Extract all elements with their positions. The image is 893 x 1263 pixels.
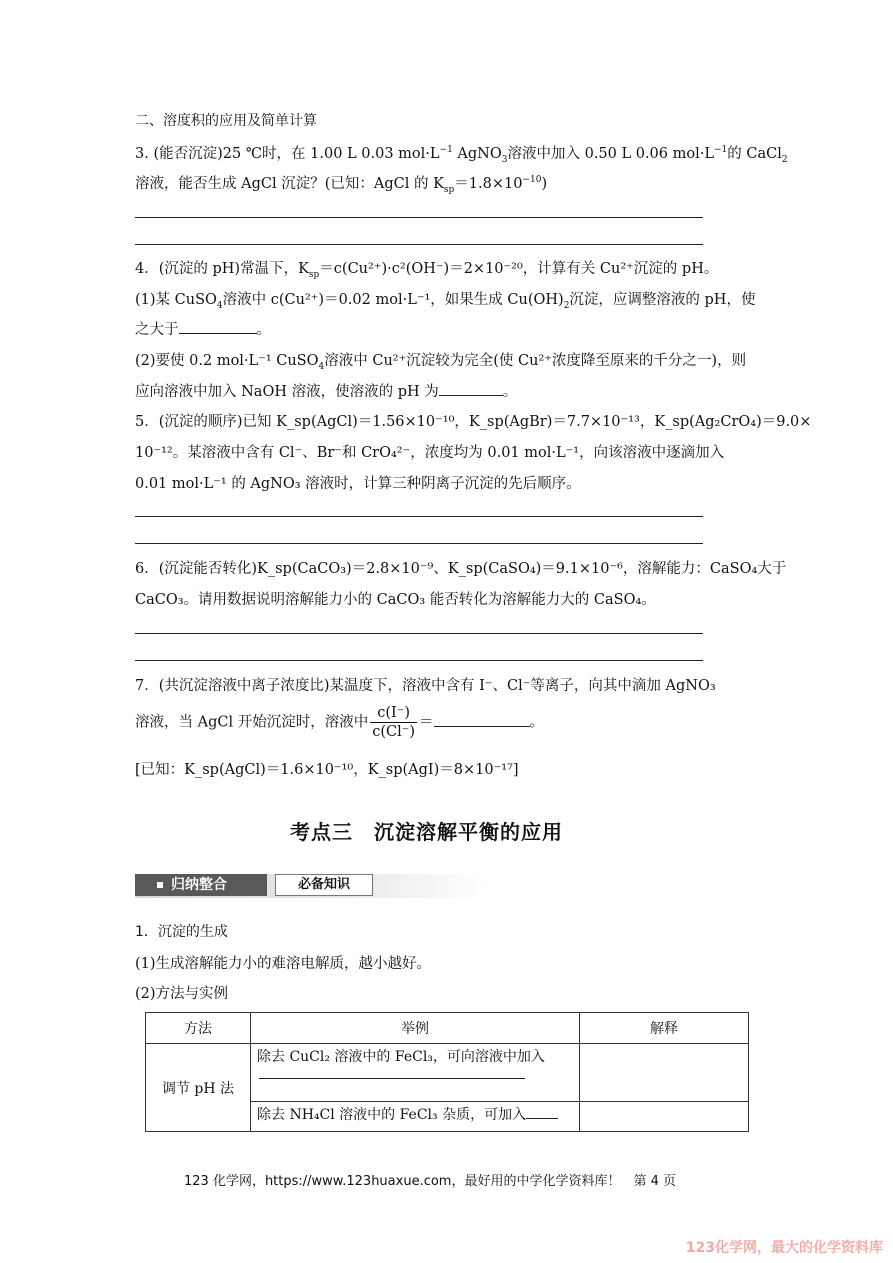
question-3-line-1: 3. (能否沉淀)25 ℃时，在 1.00 L 0.03 $mol\cdot L^{-1}$ AgNO$_3$溶液中加入 0.50 L 0.06 $mol\cdot L^{-1}$的 CaCl$_2$: [135, 145, 788, 165]
methods-table: [145, 1012, 749, 1132]
q4-p2-d: 。: [502, 384, 518, 400]
q3-text-a: 3. (能否沉淀)25 ℃时，在 1.00 L 0.03 mol·L: [135, 146, 440, 162]
answer-line[interactable]: [135, 244, 703, 245]
q7-text-c: 。: [529, 714, 545, 731]
q4-p1-e: 。: [256, 322, 271, 338]
q4-p1-b: 溶液中 c(Cu²⁺)＝0.02 mol·L⁻¹，如果生成 Cu(OH): [222, 292, 564, 308]
knowledge-heading: 1．沉淀的生成: [135, 924, 228, 940]
answer-line[interactable]: [135, 543, 703, 544]
q7-text-b: ＝: [419, 714, 434, 731]
q4-p2-c: 应向溶液中加入 NaOH 溶液，使溶液的 pH 为: [135, 384, 439, 400]
knowledge-paragraph-2: (2)方法与实例: [135, 986, 229, 1002]
banner-dark-block: [135, 874, 267, 896]
page-footer: 123 化学网，https://www.123huaxue.com，最好用的中学化学资料库！ 第 4 页: [184, 1174, 677, 1189]
answer-line[interactable]: [135, 516, 703, 517]
q4-p1-d: 之大于: [135, 322, 179, 338]
explanation-cell[interactable]: [580, 1102, 749, 1132]
fraction-denominator: c(Cl⁻): [372, 724, 416, 740]
q4-p1-a: (1)某 CuSO: [135, 292, 217, 308]
banner-left-label: 归纳整合: [171, 877, 227, 893]
question-3-line-2: 溶液，能否生成 AgCl 沉淀？(已知：AgCl 的 $K_{sp}=1.8\times 10^{-10}$): [135, 175, 548, 195]
q3-text-e: 溶液，能否生成 AgCl 沉淀？(已知：AgCl 的 K: [135, 176, 444, 192]
section-title: 考点三 沉淀溶解平衡的应用: [290, 820, 563, 844]
example-text: 除去 CuCl₂ 溶液中的 FeCl₃，可向溶液中加入: [257, 1049, 545, 1065]
table-header-cell: 举例: [251, 1013, 580, 1044]
watermark: 123化学网，最大的化学资料库: [685, 1240, 883, 1256]
blank-field[interactable]: [259, 1078, 525, 1079]
answer-line[interactable]: [135, 660, 703, 661]
table-header-cell: 方法: [146, 1013, 251, 1044]
question-5-line-1: 5．(沉淀的顺序)已知 K_sp(AgCl)＝1.56×10⁻¹⁰，K_sp(AgBr)＝7.7×10⁻¹³，K_sp(Ag₂CrO₄)＝9.0×: [135, 414, 812, 430]
question-6-line-2: CaCO₃。请用数据说明溶解能力小的 CaCO₃ 能否转化为溶解能力大的 CaSO₄。: [135, 592, 656, 608]
q4-text-a: 4．(沉淀的 pH)常温下，K: [135, 261, 309, 277]
question-5-line-2: 10⁻¹²。某溶液中含有 Cl⁻、Br⁻和 CrO₄²⁻，浓度均为 0.01 mol·L⁻¹，向该溶液中逐滴加入: [135, 445, 725, 461]
answer-line[interactable]: [135, 217, 703, 218]
q3-text-f: ＝1.8×10: [454, 176, 523, 192]
table-header-cell: 解释: [580, 1013, 749, 1044]
q4-p2-a: (2)要使 0.2 mol·L⁻¹ CuSO: [135, 353, 319, 369]
section-heading: 二、溶度积的应用及简单计算: [135, 113, 317, 129]
banner-right-label: 必备知识: [275, 874, 373, 896]
knowledge-paragraph-1: (1)生成溶解能力小的难溶电解质，越小越好。: [135, 956, 432, 972]
question-5-line-3: 0.01 mol·L⁻¹ 的 AgNO₃ 溶液时，计算三种阴离子沉淀的先后顺序。: [135, 476, 581, 492]
question-4-part-2-cont: [135, 380, 517, 401]
question-4-part-1-cont: [135, 318, 271, 339]
question-6-line-1: 6．(沉淀能否转化)K_sp(CaCO₃)＝2.8×10⁻⁹、K_sp(CaSO₄)＝9.1×10⁻⁶，溶解能力：CaSO₄大于: [135, 561, 787, 577]
question-4-line-1: 4．(沉淀的 pH)常温下，$K_{sp}=c(Cu^{2+})\cdot c^2(OH^-)=2\times 10^{-20}$，计算有关 Cu²⁺沉淀的 pH。: [135, 261, 719, 280]
q4-p1-c: 沉淀，应调整溶液的 pH，使: [569, 292, 756, 308]
example-text: 除去 NH₄Cl 溶液中的 FeCl₃ 杂质，可加入: [257, 1107, 527, 1123]
question-7-line-1: 7．(共沉淀溶液中离子浓度比)某温度下，溶液中含有 I⁻、Cl⁻等离子，向其中滴加 AgNO₃: [135, 678, 716, 694]
fraction-numerator: c(I⁻): [370, 704, 417, 723]
blank-field[interactable]: [439, 381, 503, 396]
square-icon: [157, 882, 163, 888]
question-4-part-2: (2)要使 0.2 mol·L⁻¹ CuSO$_4$溶液中 Cu²⁺沉淀较为完全(使 Cu²⁺浓度降至原来的千分之一)，则: [135, 353, 747, 372]
table-header-row: [146, 1013, 749, 1044]
q3-text-c: 溶液中加入 0.50 L 0.06 mol·L: [507, 146, 714, 162]
method-cell: 调节 pH 法: [146, 1044, 251, 1132]
q7-text-a: 溶液，当 AgCl 开始沉淀时，溶液中: [135, 714, 369, 731]
concentration-ratio: [370, 704, 417, 741]
explanation-cell[interactable]: [580, 1044, 749, 1102]
q4-p2-b: 溶液中 Cu²⁺沉淀较为完全(使 Cu²⁺浓度降至原来的千分之一)，则: [324, 353, 747, 369]
question-4-part-1: (1)某 CuSO$_4$溶液中 c(Cu²⁺)＝0.02 mol·L⁻¹，如果生成 $Cu(OH)_2$沉淀，应调整溶液的 pH，使: [135, 292, 756, 311]
example-cell: [251, 1102, 580, 1132]
q3-text-b: AgNO: [452, 146, 502, 162]
q4-text-b: ＝c(Cu²⁺)·c²(OH⁻)＝2×10⁻²⁰，计算有关 Cu²⁺沉淀的 pH。: [319, 261, 719, 277]
question-7-line-2: [135, 704, 544, 741]
question-7-line-3: [已知：K_sp(AgCl)＝1.6×10⁻¹⁰，K_sp(AgI)＝8×10⁻¹⁷]: [135, 762, 519, 778]
table-row: [146, 1044, 749, 1102]
answer-line[interactable]: [135, 633, 703, 634]
section-banner: [135, 874, 487, 898]
blank-field[interactable]: [179, 319, 257, 334]
q3-text-d: 的 CaCl: [727, 146, 782, 162]
blank-field[interactable]: [434, 712, 530, 727]
blank-field[interactable]: [526, 1104, 558, 1119]
example-cell: [251, 1044, 580, 1102]
